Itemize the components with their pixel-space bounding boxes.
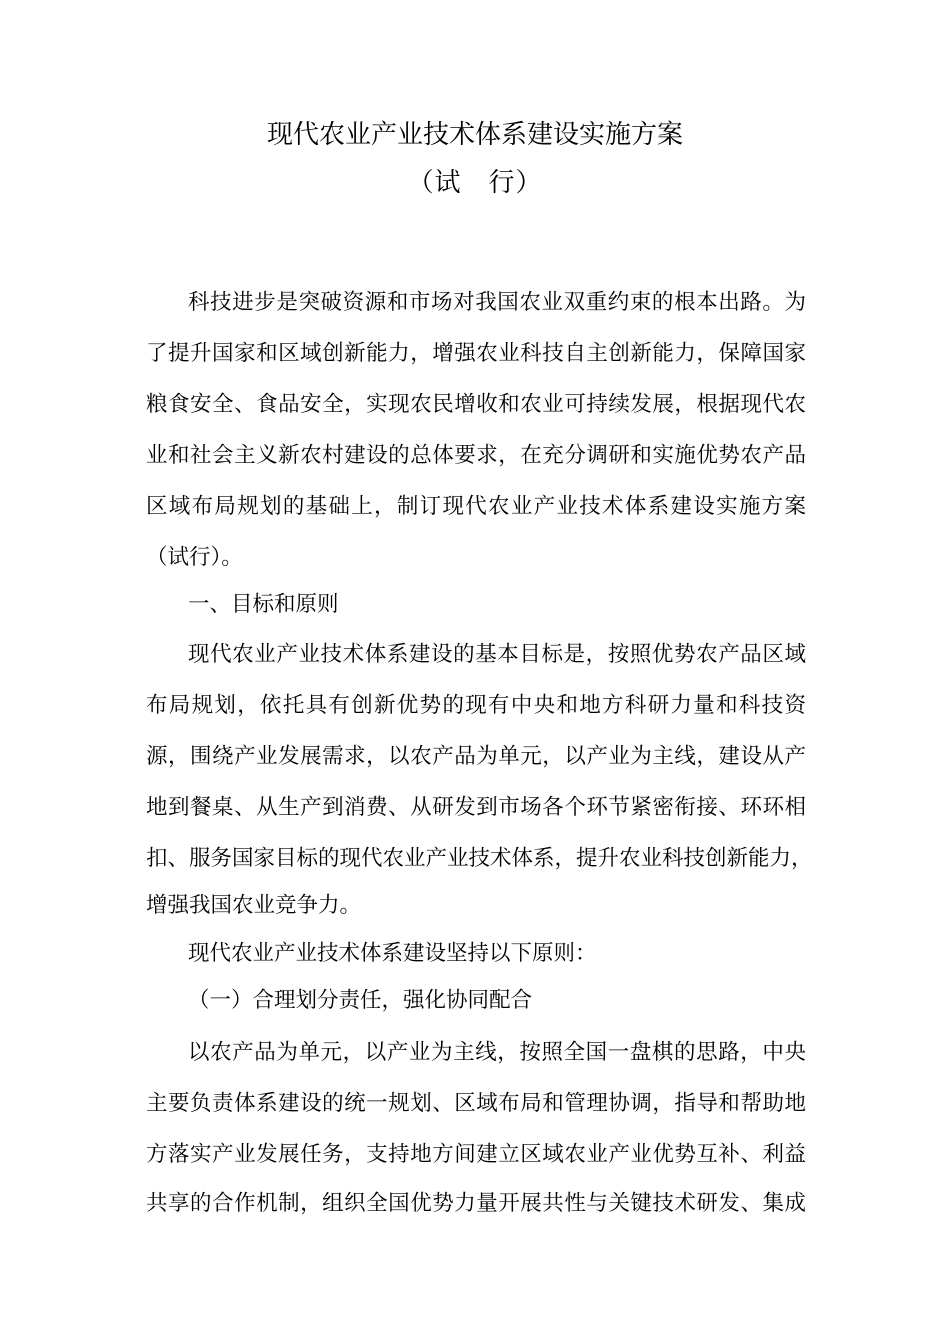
paragraph-line: 现代农业产业技术体系建设的基本目标是，按照优势农产品区域 bbox=[188, 642, 806, 667]
paragraph-line: 了提升国家和区域创新能力，增强农业科技自主创新能力，保障国家 bbox=[146, 341, 806, 366]
document-title: 现代农业产业技术体系建设实施方案 bbox=[266, 120, 683, 150]
paragraph-line: 布局规划，依托具有创新优势的现有中央和地方科研力量和科技资 bbox=[146, 693, 806, 718]
paragraph-line: 共享的合作机制，组织全国优势力量开展共性与关键技术研发、集成 bbox=[146, 1191, 806, 1216]
document-subtitle: （试 行） bbox=[407, 168, 543, 198]
principles-intro: 现代农业产业技术体系建设坚持以下原则： bbox=[188, 941, 597, 966]
paragraph-line: 以农产品为单元，以产业为主线，按照全国一盘棋的思路，中央 bbox=[188, 1040, 806, 1065]
paragraph-line: 方落实产业发展任务，支持地方间建立区域农业产业优势互补、利益 bbox=[146, 1142, 806, 1167]
paragraph-line: 主要负责体系建设的统一规划、区域布局和管理协调，指导和帮助地 bbox=[146, 1091, 806, 1116]
paragraph-line: 扣、服务国家目标的现代农业产业技术体系，提升农业科技创新能力， bbox=[146, 846, 813, 871]
paragraph-line: （试行）。 bbox=[146, 545, 243, 570]
paragraph-line: 粮食安全、食品安全，实现农民增收和农业可持续发展，根据现代农 bbox=[146, 392, 806, 417]
paragraph-line: 源，围绕产业发展需求，以农产品为单元，以产业为主线，建设从产 bbox=[146, 744, 806, 769]
paragraph-line: 业和社会主义新农村建设的总体要求，在充分调研和实施优势农产品 bbox=[146, 443, 806, 468]
paragraph-line: 区域布局规划的基础上，制订现代农业产业技术体系建设实施方案 bbox=[146, 494, 806, 519]
paragraph-line: 增强我国农业竞争力。 bbox=[146, 893, 362, 918]
principle-heading: （一）合理划分责任，强化协同配合 bbox=[188, 988, 533, 1013]
section-heading: 一、目标和原则 bbox=[188, 592, 339, 617]
paragraph-line: 科技进步是突破资源和市场对我国农业双重约束的根本出路。为 bbox=[188, 290, 806, 315]
paragraph-line: 地到餐桌、从生产到消费、从研发到市场各个环节紧密衔接、环环相 bbox=[146, 795, 806, 820]
